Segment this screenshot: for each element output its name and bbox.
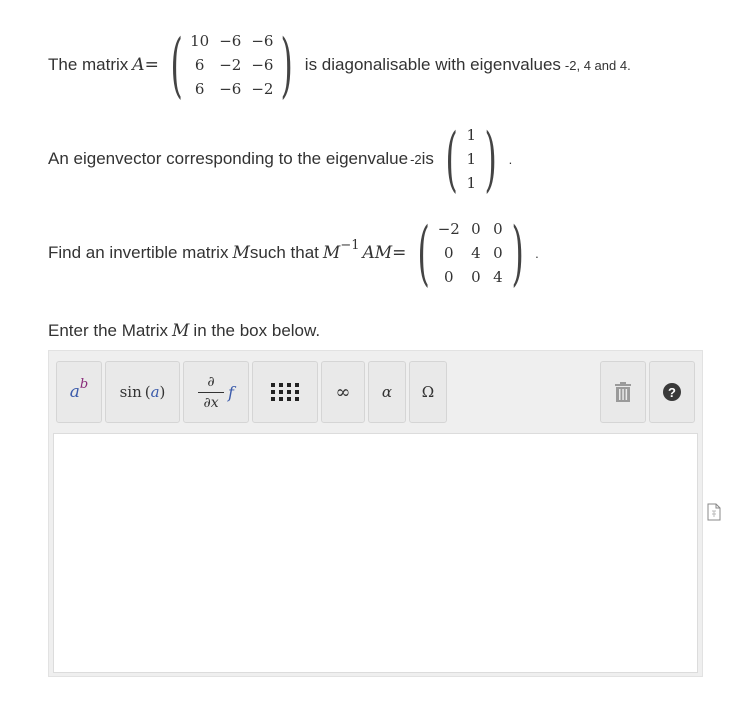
statement-prefix: An eigenvector corresponding to the eigenvalue	[48, 149, 409, 168]
paren-close: )	[159, 383, 166, 401]
eigenvalues-list: -2, 4 and 4.	[564, 57, 631, 73]
statement-suffix: is diagonalisable with eigenvalues	[304, 55, 561, 74]
matrix-cell: 4	[471, 244, 481, 262]
statement-prefix: Find an invertible matrix	[48, 243, 229, 262]
trash-icon	[614, 382, 632, 402]
eigenvector	[438, 118, 505, 200]
matrix-m-symbol: M	[172, 321, 190, 341]
matrix-cell: 4	[493, 268, 503, 286]
period: .	[508, 151, 513, 167]
sin-label: sin	[119, 383, 142, 401]
matrix-cell: 6	[194, 80, 205, 98]
derivative-button[interactable]	[183, 361, 249, 423]
sin-argument: a	[150, 383, 160, 401]
statement-prefix: The matrix	[48, 55, 129, 74]
infinity-icon: ∞	[335, 381, 351, 403]
statement-mid: such that	[249, 243, 319, 262]
inverse-exponent: −1	[340, 237, 360, 253]
equals-sign: =	[392, 243, 407, 263]
matrix-cell: −2	[437, 220, 460, 238]
power-base: a	[69, 382, 80, 402]
greek-uppercase-button[interactable]	[409, 361, 447, 423]
matrix-cell: 10	[190, 32, 210, 50]
help-button[interactable]	[649, 361, 695, 423]
trig-function-button[interactable]	[105, 361, 180, 423]
matrix-cell: −6	[219, 32, 242, 50]
right-paren: )	[280, 24, 294, 106]
vector-cell: 1	[466, 174, 477, 192]
derivative-fraction	[198, 375, 224, 410]
diagonal-matrix-grid	[438, 220, 504, 286]
period: .	[535, 245, 539, 261]
am-symbol: AM	[362, 243, 393, 263]
matrix-cell: −2	[219, 56, 242, 74]
instruction	[48, 321, 320, 341]
m-symbol: M	[322, 243, 341, 263]
matrix-a-grid	[190, 32, 273, 98]
paren-open: (	[144, 383, 151, 401]
matrix-statement	[48, 24, 631, 106]
diagonal-matrix	[410, 212, 531, 294]
matrix-cell: 0	[493, 244, 503, 262]
matrix-grid-icon	[271, 383, 300, 401]
matrix-cell: 0	[471, 220, 481, 238]
document-icon[interactable]	[707, 503, 721, 521]
matrix-cell: 0	[444, 244, 454, 262]
eigenvalue-value: -2	[410, 151, 422, 167]
matrix-cell: −2	[251, 80, 274, 98]
left-paren: (	[445, 118, 458, 200]
eigenvector-grid	[465, 126, 477, 192]
matrix-cell: −6	[219, 80, 242, 98]
matrix-m-symbol: M	[232, 243, 250, 263]
derivative-function: f	[228, 382, 234, 402]
matrix-a	[163, 24, 301, 106]
left-paren: (	[170, 24, 183, 106]
math-input-widget	[48, 350, 703, 677]
equals-sign: =	[144, 55, 159, 75]
infinity-button[interactable]	[321, 361, 365, 423]
power-button[interactable]	[56, 361, 102, 423]
eigenvector-statement	[48, 118, 513, 200]
math-editor-input[interactable]	[53, 433, 698, 673]
help-icon: ?	[663, 383, 681, 401]
matrix-cell: −6	[251, 32, 274, 50]
matrix-button[interactable]	[252, 361, 318, 423]
vector-cell: 1	[466, 150, 477, 168]
instruction-suffix: in the box below.	[193, 321, 321, 340]
matrix-cell: 0	[493, 220, 503, 238]
delete-button[interactable]	[600, 361, 646, 423]
statement-mid: is	[421, 149, 434, 168]
derivative-denominator: ∂x	[203, 394, 219, 411]
omega-icon: Ω	[421, 383, 435, 401]
matrix-cell: −6	[251, 56, 274, 74]
derivative-numerator: ∂	[207, 373, 215, 390]
power-exponent: b	[79, 376, 89, 392]
right-paren: )	[511, 212, 524, 294]
fraction-bar	[198, 392, 224, 393]
matrix-cell: 0	[444, 268, 454, 286]
vector-cell: 1	[466, 126, 477, 144]
matrix-a-symbol: A	[132, 55, 145, 75]
find-matrix-statement	[48, 212, 539, 294]
instruction-prefix: Enter the Matrix	[48, 321, 168, 340]
matrix-cell: 6	[194, 56, 205, 74]
right-paren: )	[484, 118, 498, 200]
alpha-icon: α	[381, 383, 393, 401]
matrix-cell: 0	[471, 268, 481, 286]
left-paren: (	[417, 212, 431, 294]
greek-lowercase-button[interactable]	[368, 361, 406, 423]
